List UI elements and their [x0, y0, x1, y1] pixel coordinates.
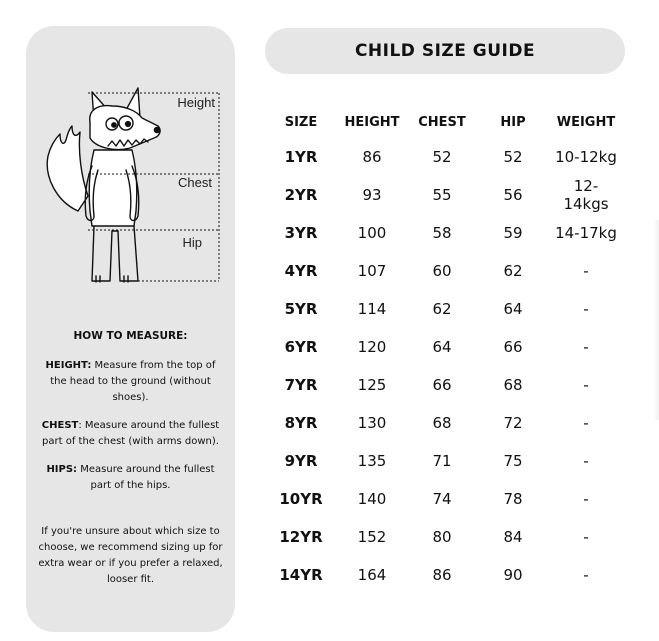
wolf-illustration: [26, 26, 235, 296]
table-row: [270, 480, 630, 518]
hip-cell: 64: [503, 300, 523, 318]
col-header-weight: WEIGHT: [556, 114, 616, 130]
hip-cell: 59: [503, 224, 523, 242]
chest-cell: 80: [432, 528, 452, 546]
chest-label: Chest: [178, 175, 212, 190]
height-cell: 120: [357, 338, 387, 356]
height-cell: 107: [357, 262, 387, 280]
col-header-height: HEIGHT: [344, 114, 400, 130]
table-header: [270, 106, 630, 138]
size-cell: 1YR: [284, 148, 318, 166]
chest-cell: 62: [432, 300, 452, 318]
table-body: [270, 138, 630, 594]
height-cell: 93: [362, 186, 382, 204]
hips-term: HIPS:: [46, 464, 78, 475]
table-row: [270, 252, 630, 290]
weight-cell: 12-14kgs: [563, 177, 609, 213]
hip-label: Hip: [182, 235, 202, 250]
weight-cell: -: [583, 414, 589, 432]
chest-cell: 58: [432, 224, 452, 242]
how-to-title: HOW TO MEASURE:: [73, 330, 188, 342]
hip-cell: 84: [503, 528, 523, 546]
height-cell: 130: [357, 414, 387, 432]
height-cell: 140: [357, 490, 387, 508]
hip-cell: 66: [503, 338, 523, 356]
chest-instruction: [38, 418, 223, 450]
height-label: Height: [177, 95, 215, 110]
table-row: [270, 176, 630, 214]
chest-cell: 52: [432, 148, 452, 166]
size-cell: 5YR: [284, 300, 318, 318]
weight-cell: -: [583, 300, 589, 318]
chest-text: : Measure around the fullest part of the chest (with arms down).: [42, 420, 220, 447]
sizing-note: If you're unsure about which size to choose, we recommend sizing up for extra wear or if you prefer a relaxed, looser fit.: [38, 526, 223, 585]
size-cell: 10YR: [279, 490, 323, 508]
hip-cell: 72: [503, 414, 523, 432]
table-row: [270, 518, 630, 556]
hip-cell: 68: [503, 376, 523, 394]
table-row: [270, 290, 630, 328]
chest-cell: 60: [432, 262, 452, 280]
weight-cell: -: [583, 338, 589, 356]
table-row: [270, 404, 630, 442]
size-cell: 4YR: [284, 262, 318, 280]
hip-cell: 62: [503, 262, 523, 280]
hip-cell: 52: [503, 148, 523, 166]
height-text: Measure from the top of the head to the ground (without shoes).: [50, 360, 216, 403]
hip-cell: 90: [503, 566, 523, 584]
size-cell: 2YR: [284, 186, 318, 204]
weight-cell: 14-17kg: [555, 224, 617, 242]
weight-cell: -: [583, 452, 589, 470]
chest-cell: 68: [432, 414, 452, 432]
size-cell: 6YR: [284, 338, 318, 356]
hip-cell: 78: [503, 490, 523, 508]
table-row: [270, 556, 630, 594]
height-cell: 164: [357, 566, 387, 584]
height-term: HEIGHT:: [45, 360, 92, 371]
page-title: CHILD SIZE GUIDE: [265, 28, 625, 74]
hip-cell: 56: [503, 186, 523, 204]
weight-cell: -: [583, 262, 589, 280]
table-row: [270, 214, 630, 252]
table-row: [270, 442, 630, 480]
table-row: [270, 366, 630, 404]
col-header-size: SIZE: [284, 114, 318, 130]
table-row: [270, 138, 630, 176]
chest-cell: 66: [432, 376, 452, 394]
height-cell: 114: [357, 300, 387, 318]
chest-cell: 86: [432, 566, 452, 584]
height-cell: 135: [357, 452, 387, 470]
size-cell: 12YR: [279, 528, 323, 546]
weight-cell: 10-12kg: [555, 148, 617, 166]
height-cell: 86: [362, 148, 382, 166]
chest-cell: 64: [432, 338, 452, 356]
height-cell: 125: [357, 376, 387, 394]
size-cell: 3YR: [284, 224, 318, 242]
size-cell: 7YR: [284, 376, 318, 394]
how-to-measure: [38, 328, 223, 600]
hips-text: Measure around the fullest part of the hips.: [77, 464, 215, 491]
chest-cell: 55: [432, 186, 452, 204]
measure-panel: [26, 26, 235, 632]
weight-cell: -: [583, 528, 589, 546]
height-cell: 100: [357, 224, 387, 242]
weight-cell: -: [583, 566, 589, 584]
weight-cell: -: [583, 376, 589, 394]
height-cell: 152: [357, 528, 387, 546]
chest-cell: 71: [432, 452, 452, 470]
edge-shadow: [653, 220, 659, 420]
size-table: [270, 106, 630, 594]
weight-cell: -: [583, 490, 589, 508]
height-instruction: [38, 358, 223, 406]
chest-cell: 74: [432, 490, 452, 508]
col-header-chest: CHEST: [418, 114, 466, 130]
size-cell: 8YR: [284, 414, 318, 432]
hips-instruction: [38, 462, 223, 494]
hip-cell: 75: [503, 452, 523, 470]
chest-term: CHEST: [41, 420, 79, 431]
size-cell: 9YR: [284, 452, 318, 470]
size-cell: 14YR: [279, 566, 323, 584]
table-row: [270, 328, 630, 366]
col-header-hip: HIP: [500, 114, 526, 130]
